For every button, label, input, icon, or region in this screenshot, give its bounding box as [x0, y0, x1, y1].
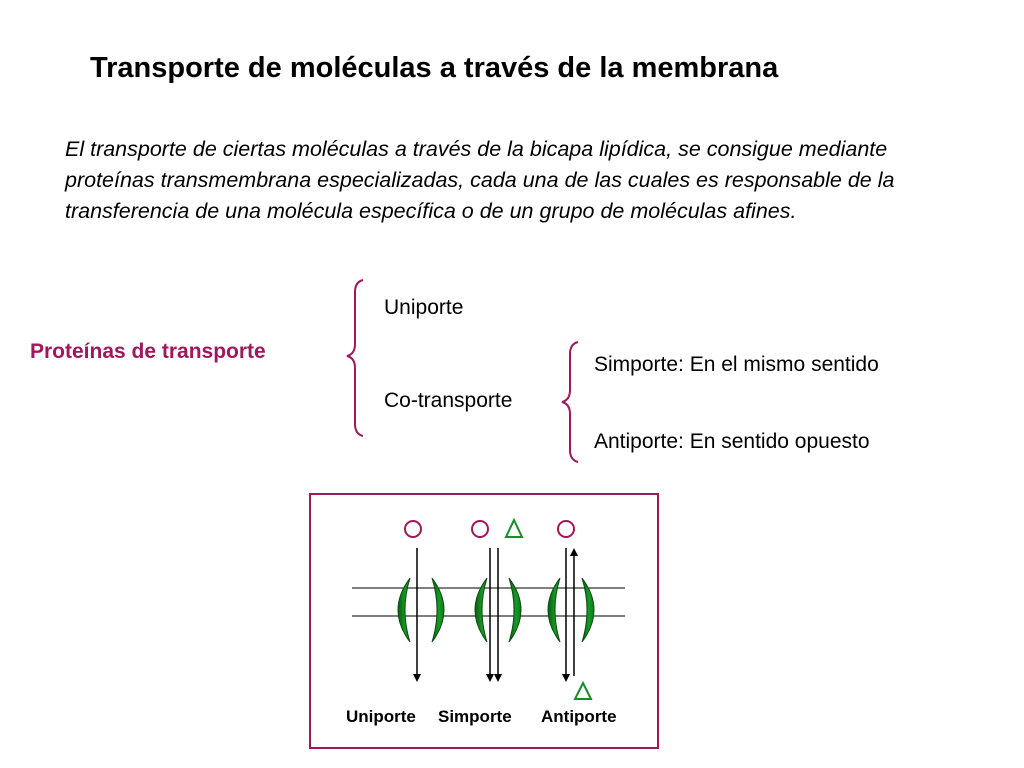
page-title: Transporte de moléculas a través de la membrana — [90, 52, 779, 84]
cotransporte-option: Co-transporte — [384, 389, 513, 412]
intro-paragraph: El transporte de ciertas moléculas a través de la bicapa lipídica, se consigue mediante proteínas transmembrana especializadas, cada una de las cuales es responsable de la transferencia de una molécula específica o de un grupo de moléculas afines. — [65, 137, 895, 223]
membrane-bilayer — [352, 588, 625, 616]
transport-proteins-label: Proteínas de transporte — [30, 340, 266, 363]
uniporte-option: Uniporte — [384, 296, 464, 319]
molecule-circle-icon — [558, 521, 574, 537]
molecule-triangle-icon — [506, 520, 522, 537]
simporte-option: Simporte: En el mismo sentido — [594, 353, 879, 376]
molecule-triangle-icon — [575, 683, 591, 699]
antiporte-option: Antiporte: En sentido opuesto — [594, 430, 870, 453]
figure-label-simporte: Simporte — [438, 707, 512, 726]
figure-label-uniporte: Uniporte — [346, 707, 416, 726]
figure-label-antiporte: Antiporte — [541, 707, 617, 726]
molecule-circle-icon — [405, 521, 421, 537]
molecule-circle-icon — [472, 521, 488, 537]
